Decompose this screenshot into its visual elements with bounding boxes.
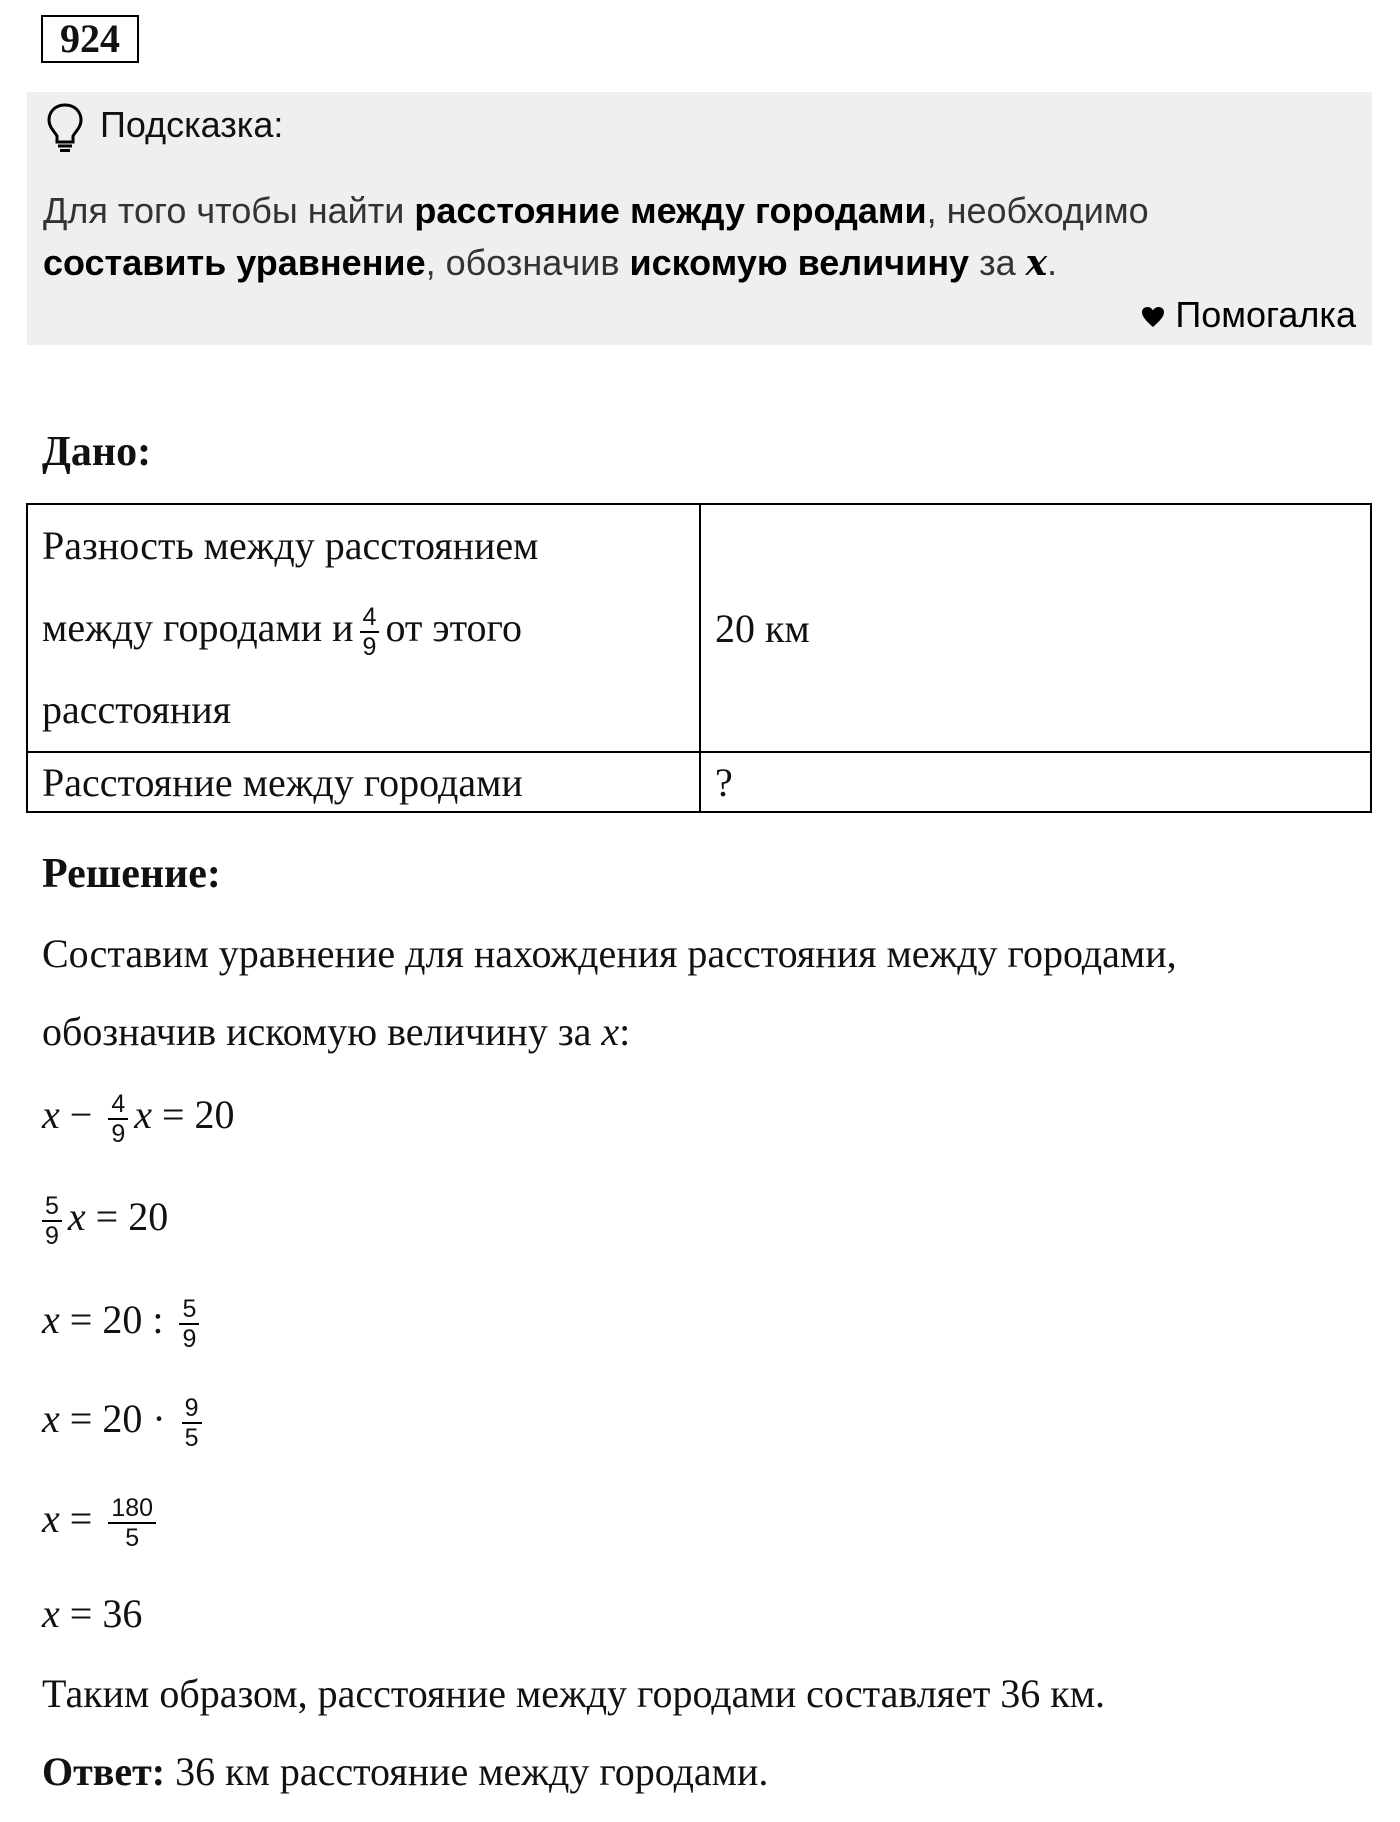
given-title: Дано: xyxy=(42,429,152,475)
solution-title: Решение: xyxy=(42,851,221,897)
fraction: $\frac{180}{5}$ xyxy=(108,1494,156,1552)
fraction: $\frac{4}{9}$ xyxy=(108,1090,128,1148)
lightbulb-icon xyxy=(45,102,85,154)
equation-1: x − $\frac{4}{9}$ x = 20 xyxy=(42,1090,235,1148)
task-number: 924 xyxy=(41,15,139,63)
given-label-cell: Расстояние между городами xyxy=(27,752,700,812)
fraction: $\frac{4}{9}$ xyxy=(360,603,380,661)
equation-5: x = $\frac{180}{5}$ xyxy=(42,1494,162,1552)
given-label-cell: Разность между расстоянием между городами и $\frac{4}{9}$ от этого расстояния xyxy=(27,504,700,752)
equation-2: $\frac{5}{9}$ x = 20 xyxy=(42,1192,168,1250)
heart-icon xyxy=(1141,306,1165,328)
hint-line-1: Для того чтобы найти расстояние между городами, необходимо xyxy=(43,190,1149,231)
given-table xyxy=(26,503,1372,813)
brand-label: Помогалка xyxy=(1141,294,1356,336)
solution-intro-2: обозначив искомую величину за x: xyxy=(42,1009,631,1054)
conclusion: Таким образом, расстояние между городами составляет 36 км. xyxy=(42,1671,1106,1716)
hint-line-2: составить уравнение, обозначив искомую величину за x. xyxy=(43,242,1058,284)
given-value-cell: 20 км xyxy=(700,504,1371,752)
solution-intro-1: Составим уравнение для нахождения расстояния между городами, xyxy=(42,931,1177,976)
fraction: $\frac{5}{9}$ xyxy=(179,1295,199,1353)
hint-box xyxy=(27,92,1372,345)
equation-4: x = 20 · $\frac{9}{5}$ xyxy=(42,1394,208,1452)
fraction: $\frac{9}{5}$ xyxy=(182,1394,202,1452)
equation-6: x = 36 xyxy=(42,1591,143,1636)
fraction: $\frac{5}{9}$ xyxy=(42,1192,62,1250)
table-row xyxy=(27,752,1371,812)
equation-3: x = 20 : $\frac{5}{9}$ xyxy=(42,1295,205,1353)
table-row xyxy=(27,504,1371,752)
hint-title: Подсказка: xyxy=(100,104,284,145)
given-value-cell: ? xyxy=(700,752,1371,812)
answer: Ответ: 36 км расстояние между городами. xyxy=(42,1749,769,1794)
